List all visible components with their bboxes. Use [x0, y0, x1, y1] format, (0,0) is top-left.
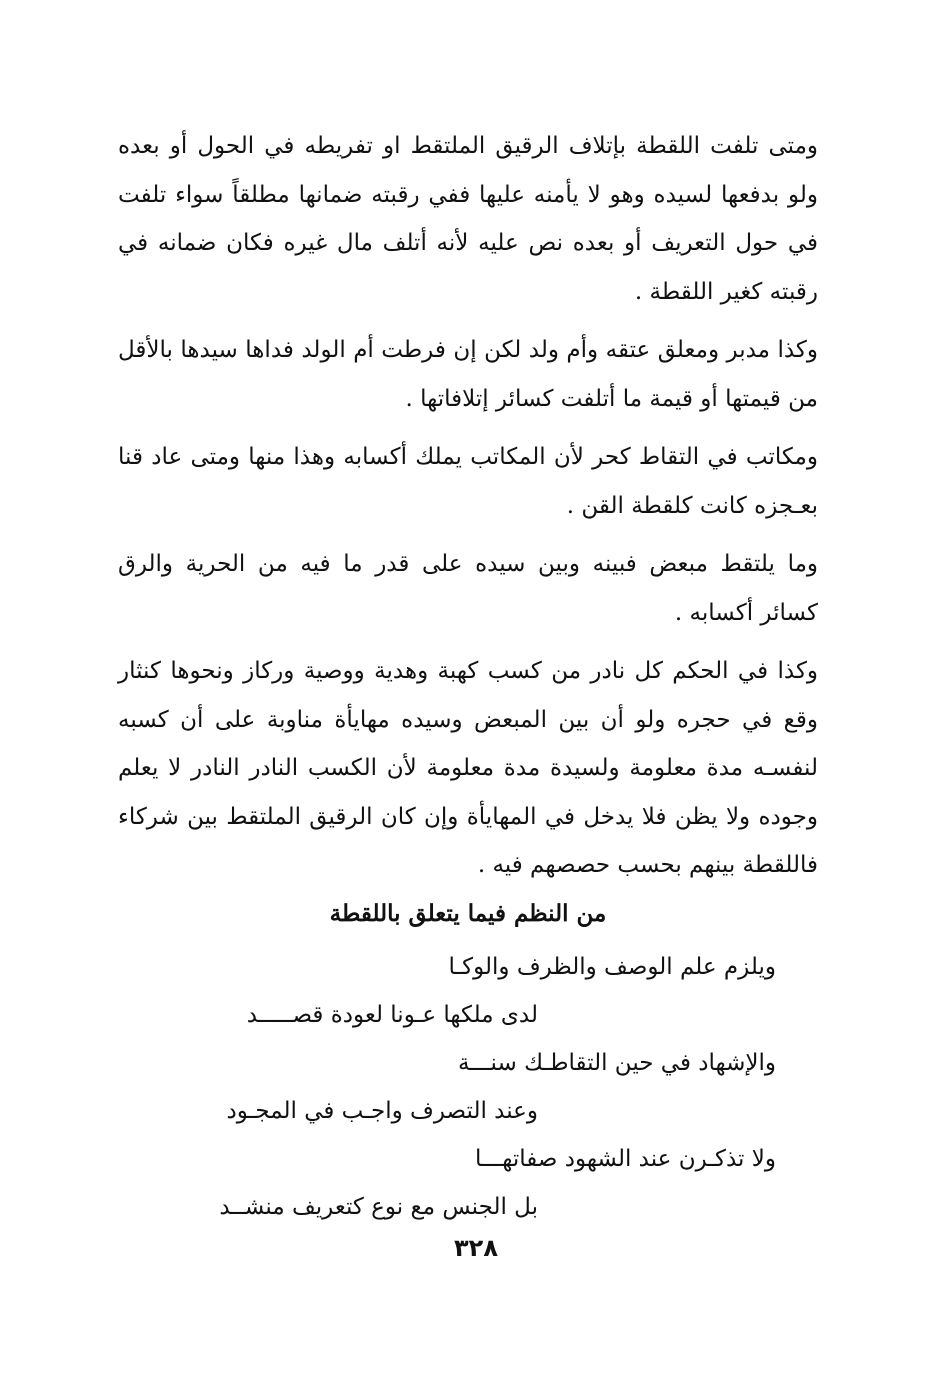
verse-line-5: ولا تذكـرن عند الشهود صفاتهـــا [475, 1146, 776, 1172]
body-text [118, 122, 818, 900]
paragraph-4: وما يلتقط مبعض فبينه وبين سيده على قدر ما فيه من الحرية والرق كسائر أكسابه . [118, 551, 818, 626]
verse-line-1: ويلزم علم الوصف والظرف والوكـا [448, 954, 776, 980]
page-number: ٣٢٨ [454, 1234, 498, 1262]
paragraph-1: ومتى تلفت اللقطة بإتلاف الرقيق الملتقط او تفريطه في الحول أو بعده ولو بدفعها لسيده وهو لا يأمنه عليها ففي رقبته ضمانها مطلقاً سواء تلفت في حول التعريف أو بعده نص عليه لأنه أتلف مال غيره فكان ضمانه في رقبته كغير اللقطة . [118, 133, 818, 305]
section-heading: من النظم فيما يتعلق باللقطة [329, 900, 607, 927]
verse-line-2: لدى ملكها عـونا لعودة قصـــــد [246, 1002, 538, 1028]
verse-line-6: بل الجنس مع نوع كتعريف منشــد [219, 1194, 538, 1220]
paragraph-5: وكذا في الحكم كل نادر من كسب كهبة وهدية ووصية وركاز ونحوها كنثار وقع في حجره ولو أن بين المبعض وسيده مهايأة مناوبة على أن كسبه لنفسـه مدة معلومة ولسيدة مدة معلومة لأن الكسب النادر النادر لا يعلم وجوده ولا يظن فلا يدخل في المهايأة وإن كان الرقيق الملتقط بين شركاء فاللقطة بينهم بحسب حصصهم فيه . [118, 658, 818, 878]
verse-line-4: وعند التصرف واجـب في المجـود [226, 1098, 538, 1124]
paragraph-2: وكذا مدبر ومعلق عتقه وأم ولد لكن إن فرطت أم الولد فداها سيدها بالأقل من قيمتها أو قيمة ما أتلفت كسائر إتلافاتها . [118, 337, 818, 412]
paragraph-3: ومكاتب في التقاط كحر لأن المكاتب يملك أكسابه وهذا منها ومتى عاد قنا بعـجزه كانت كلقطة القن . [118, 444, 818, 519]
verse-line-3: والإشهاد في حين التقاطـك سنـــة [458, 1050, 776, 1076]
